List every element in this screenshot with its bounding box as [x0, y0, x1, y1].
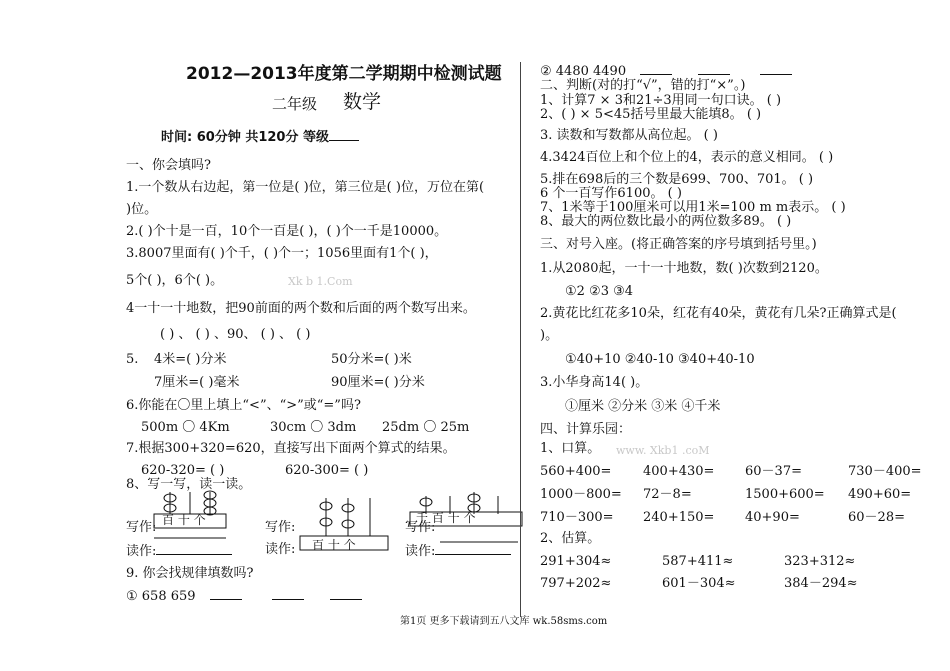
choice-2-line1: 2.黄花比红花多10朵，红花有40朵，黄花有几朵?正确算式是(: [540, 306, 897, 321]
watermark-text: Xk b 1.Com: [288, 275, 353, 288]
section-2-heading: 二、判断(对的打“√”，错的打“×”。): [540, 78, 746, 93]
est-r1c3: 323+312≈: [784, 554, 856, 569]
question-4: 4一十一十地数，把90前面的两个数和后面的两个数写出来。: [126, 301, 476, 316]
abacus-1-labels: 百 十 个: [162, 513, 206, 527]
question-1-line1: 1.一个数从右边起，第一位是( )位，第三位是( )位，万位在第(: [126, 180, 485, 195]
write-label-2: 写作:: [265, 520, 296, 535]
estimate-heading: 2、估算。: [540, 531, 601, 546]
oral-r1c3: 60－37=: [745, 464, 802, 479]
oral-r1c2: 400+430=: [643, 464, 715, 479]
question-5a: 4米=( )分米: [154, 352, 227, 367]
judge-5: 5.排在698后的三个数是699、700、701。 ( ): [540, 172, 814, 187]
question-9-row2: ② 4480 4490: [540, 62, 792, 80]
oral-r3c4: 60－28=: [848, 510, 905, 525]
judge-8: 8、最大的两位数比最小的两位数多89。 ( ): [540, 214, 792, 229]
choice-1-options: ①2 ②3 ③4: [565, 284, 634, 299]
question-9: 9. 你会找规律填数吗?: [126, 566, 254, 581]
judge-1: 1、计算7 × 3和21÷3用同一句口诀。 ( ): [540, 93, 782, 108]
question-5-label: 5.: [126, 352, 139, 367]
section-1-heading: 一、你会填吗?: [126, 158, 211, 173]
oral-r2c1: 1000－800=: [540, 487, 622, 502]
choice-2-options: ①40+10 ②40-10 ③40+40-10: [565, 352, 755, 367]
question-7: 7.根据300+320=620，直接写出下面两个算式的结果。: [126, 441, 456, 456]
oral-r3c2: 240+150=: [643, 510, 715, 525]
judge-2: 2、( ) × 5<45括号里最大能填8。 ( ): [540, 107, 762, 122]
question-6a: 500m 〇 4Km: [141, 420, 230, 435]
write-label-3: 写作:: [405, 520, 436, 535]
section-4-heading: 四、计算乐园：: [540, 422, 632, 437]
judge-4: 4.3424百位上和个位上的4，表示的意义相同。 ( ): [540, 150, 834, 165]
question-7b: 620-300= ( ): [285, 463, 369, 478]
oral-r3c1: 710－300=: [540, 510, 614, 525]
oral-calc-heading: 1、口算。: [540, 441, 601, 456]
oral-r3c3: 40+90=: [745, 510, 800, 525]
oral-r1c4: 730－400=: [848, 464, 922, 479]
est-r2c2: 601－304≈: [662, 576, 736, 591]
question-5d: 90厘米=( )分米: [331, 375, 425, 390]
write-label-1: 写作:: [126, 520, 157, 535]
section-3-heading: 三、对号入座。(将正确答案的序号填到括号里。): [540, 237, 817, 252]
watermark-text-2: www. Xkb1 .coM: [616, 444, 710, 457]
oral-r2c2: 72－8=: [643, 487, 692, 502]
judge-7: 7、1米等于100厘米可以用1米=100 m m表示。 ( ): [540, 200, 846, 215]
page-footer: 第1页 更多下载请到五八文库 wk.58sms.com: [400, 616, 608, 627]
grade-label: 二年级: [272, 95, 318, 113]
question-3-line1: 3.8007里面有( )个千，( )个一；1056里面有1个( )，: [126, 246, 438, 261]
est-r1c1: 291+304≈: [540, 554, 612, 569]
exam-info: 时间: 60分钟 共120分 等级: [161, 128, 359, 146]
question-6c: 25dm 〇 25m: [382, 420, 470, 435]
choice-2-line2: )。: [540, 328, 559, 343]
read-label-3: 读作:: [405, 542, 511, 560]
question-6: 6.你能在〇里上填上“<”、“>”或“=”吗?: [126, 398, 361, 413]
question-4-blanks: ( ) 、 ( ) 、90、 ( ) 、 ( ): [160, 327, 311, 342]
judge-3: 3. 读数和写数都从高位起。 ( ): [540, 128, 718, 143]
subject-label: 数学: [343, 91, 382, 113]
question-5b: 50分米=( )米: [331, 352, 412, 367]
question-8: 8、写一写，读一读。: [126, 477, 252, 492]
column-divider: [520, 62, 521, 617]
read-label-2: 读作:: [265, 542, 296, 557]
question-6b: 30cm 〇 3dm: [270, 420, 357, 435]
question-2: 2.( )个十是一百，10个一百是( )，( )个一千是10000。: [126, 224, 448, 239]
oral-r1c1: 560+400=: [540, 464, 612, 479]
choice-1: 1.从2080起，一十一十地数，数( )次数到2120。: [540, 261, 828, 276]
est-r1c2: 587+411≈: [662, 554, 734, 569]
question-3-line2: 5个( )，6个( )。: [126, 273, 224, 288]
oral-r2c4: 490+60=: [848, 487, 912, 502]
question-9-row1: ① 658 659: [126, 587, 362, 605]
est-r2c3: 384－294≈: [784, 576, 858, 591]
question-5c: 7厘米=( )毫米: [154, 375, 240, 390]
read-label-1: 读作:: [126, 542, 232, 560]
exam-title: 2012—2013年度第二学期期中检测试题: [186, 64, 502, 84]
abacus-2-labels: 百 十 个: [312, 538, 356, 552]
judge-6: 6 个一百写作6100。 ( ): [540, 186, 682, 201]
question-7a: 620-320= ( ): [141, 463, 225, 478]
question-1-line2: )位。: [126, 202, 158, 217]
oral-r2c3: 1500+600=: [745, 487, 825, 502]
est-r2c1: 797+202≈: [540, 576, 612, 591]
choice-3: 3.小华身高14( )。: [540, 375, 649, 390]
abacus-3-labels: 千 百 十 个: [416, 511, 476, 525]
choice-3-options: ①厘米 ②分米 ③米 ④千米: [565, 399, 721, 414]
